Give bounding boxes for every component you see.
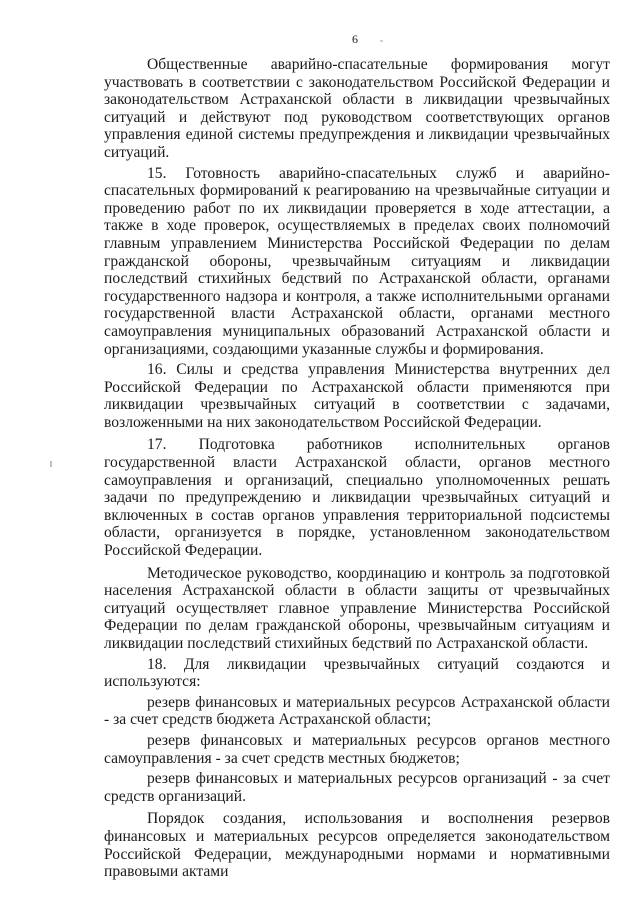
paragraph-16-interior-forces: 16. Силы и средства управления Министерства внутренних дел Российской Федерации по Астраханской области применяются при ликвидации чрезвычайных ситуаций в соответствии с задачами, возложенными на них законодательством Российской Федерации.: [104, 361, 610, 431]
paragraph-organization-reserve: резерв финансовых и материальных ресурсов организаций - за счет средств организаций.: [104, 770, 610, 805]
paragraph-reserve-procedure: Порядок создания, использования и восполнения резервов финансовых и материальных ресурсов определяется законодательством Российской Федерации, международными нормами и нормативными правовыми актами: [104, 810, 610, 881]
paragraph-18-reserves: 18. Для ликвидации чрезвычайных ситуаций создаются и используются:: [104, 655, 610, 691]
scan-margin-mark: [50, 461, 52, 467]
document-body: [104, 56, 610, 881]
page-number: 6: [352, 32, 358, 46]
paragraph-regional-reserve: резерв финансовых и материальных ресурсов Астраханской области - за счет средств бюджета Астраханской области;: [104, 693, 610, 729]
paragraph-17-training: 17. Подготовка работников исполнительных органов государственной власти Астраханской области, органов местного самоуправления и организаций, специально уполномоченных решать задачи по предупреждению и ликвидации чрезвычайных ситуаций и включенных в состав органов управления территориальной подсистемы области, организуется в порядке, установленном законодательством Российской Федерации.: [104, 436, 610, 560]
paragraph-15-readiness: 15. Готовность аварийно-спасательных служб и аварийно-спасательных формирований к реагированию на чрезвычайные ситуации и проведению работ по их ликвидации проверяется в ходе аттестации, а также в ходе проверок, осуществляемых в пределах своих полномочий главным управлением Министерства Российской Федерации по делам гражданской обороны, чрезвычайным ситуациям и ликвидации последствий стихийных бедствий по Астраханской области, органами государственного надзора и контроля, а также исполнительными органами государственной власти Астраханской области, органами местного самоуправления муниципальных образований Астраханской области и организациями, создающими указанные службы и формирования.: [104, 164, 610, 358]
paragraph-local-reserve: резерв финансовых и материальных ресурсов органов местного самоуправления - за счет средств местных бюджетов;: [104, 731, 610, 767]
paragraph-public-rescue-units: Общественные аварийно-спасательные формирования могут участвовать в соответствии с законодательством Российской Федерации и законодательством Астраханской области в ликвидации чрезвычайных ситуаций и действуют под руководством соответствующих органов управления единой системы предупреждения и ликвидации чрезвычайных ситуаций.: [104, 56, 610, 161]
paragraph-methodical-guidance: Методическое руководство, координацию и контроль за подготовкой населения Астраханской области в области защиты от чрезвычайных ситуаций осуществляет главное управление Министерства Российской Федерации по делам гражданской обороны, чрезвычайным ситуациям и ликвидации последствий стихийных бедствий по Астраханской области.: [104, 564, 610, 652]
